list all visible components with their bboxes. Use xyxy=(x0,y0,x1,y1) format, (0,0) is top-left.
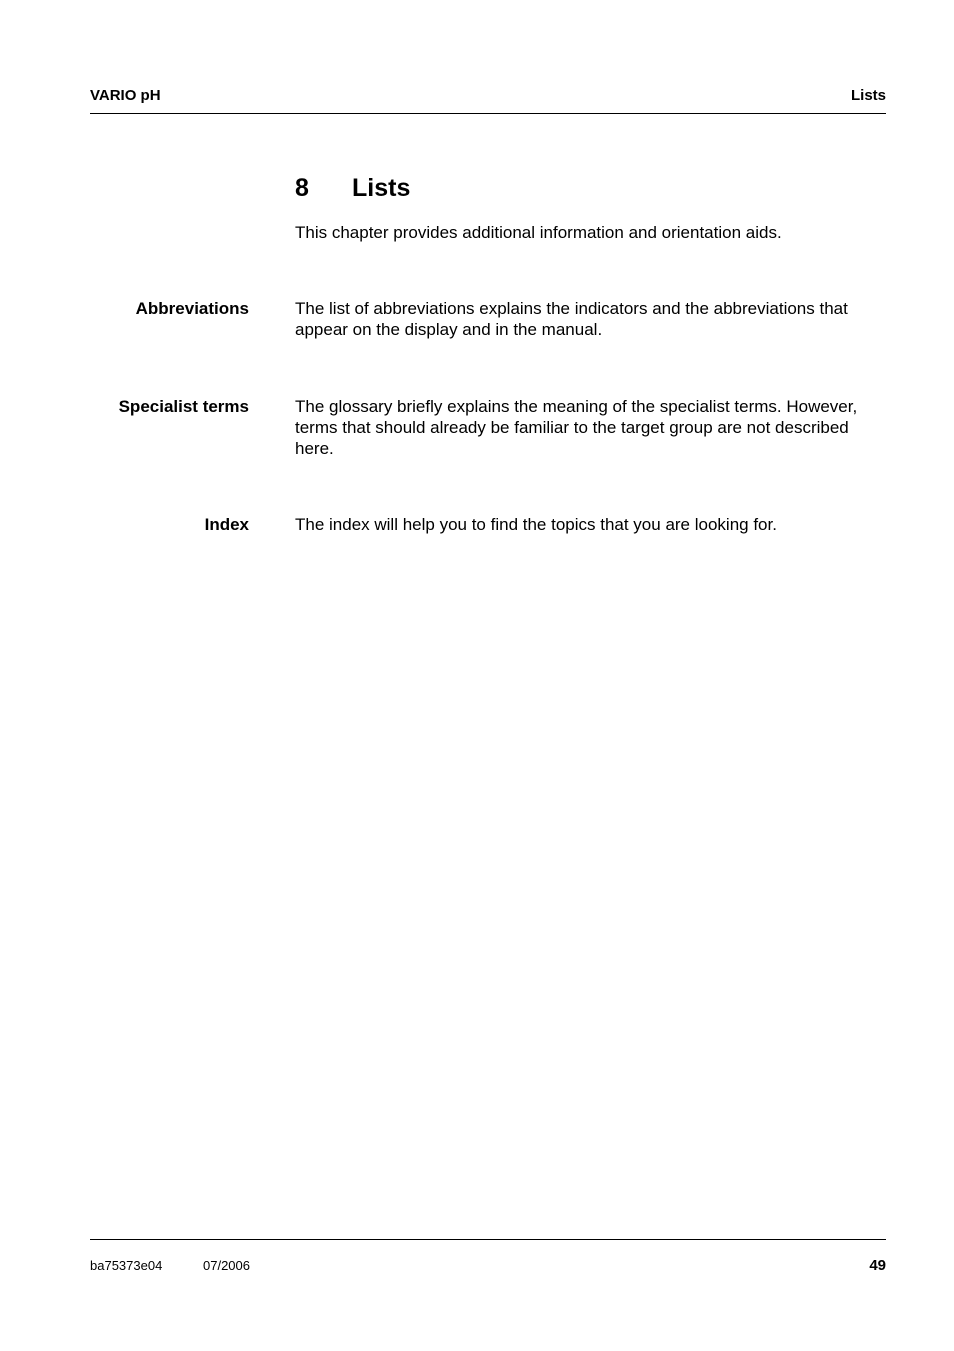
chapter-heading xyxy=(295,174,410,203)
side-heading-specialist-terms: Specialist terms xyxy=(118,397,249,416)
page-number: 49 xyxy=(869,1257,886,1274)
chapter-title: Lists xyxy=(352,174,411,202)
running-header-title: VARIO pH xyxy=(90,87,161,104)
side-heading-index: Index xyxy=(204,515,249,534)
chapter-number: 8 xyxy=(295,174,309,202)
chapter-intro: This chapter provides additional information and orientation aids. xyxy=(295,223,782,242)
footer-date: 07/2006 xyxy=(203,1258,250,1273)
side-heading-abbreviations: Abbreviations xyxy=(135,299,249,318)
footer-doc-id: ba75373e04 xyxy=(90,1258,163,1273)
paragraph-abbreviations: The list of abbreviations explains the indicators and the abbreviations that appear on the display and in the manual. xyxy=(295,299,848,339)
paragraph-index: The index will help you to find the topics that you are looking for. xyxy=(295,515,777,534)
paragraph-specialist-terms: The glossary briefly explains the meaning of the specialist terms. However, terms that should already be familiar to the target group are not described here. xyxy=(295,397,858,458)
footer-rule xyxy=(90,1239,886,1240)
running-header-section: Lists xyxy=(850,87,886,104)
header-rule xyxy=(90,113,886,114)
